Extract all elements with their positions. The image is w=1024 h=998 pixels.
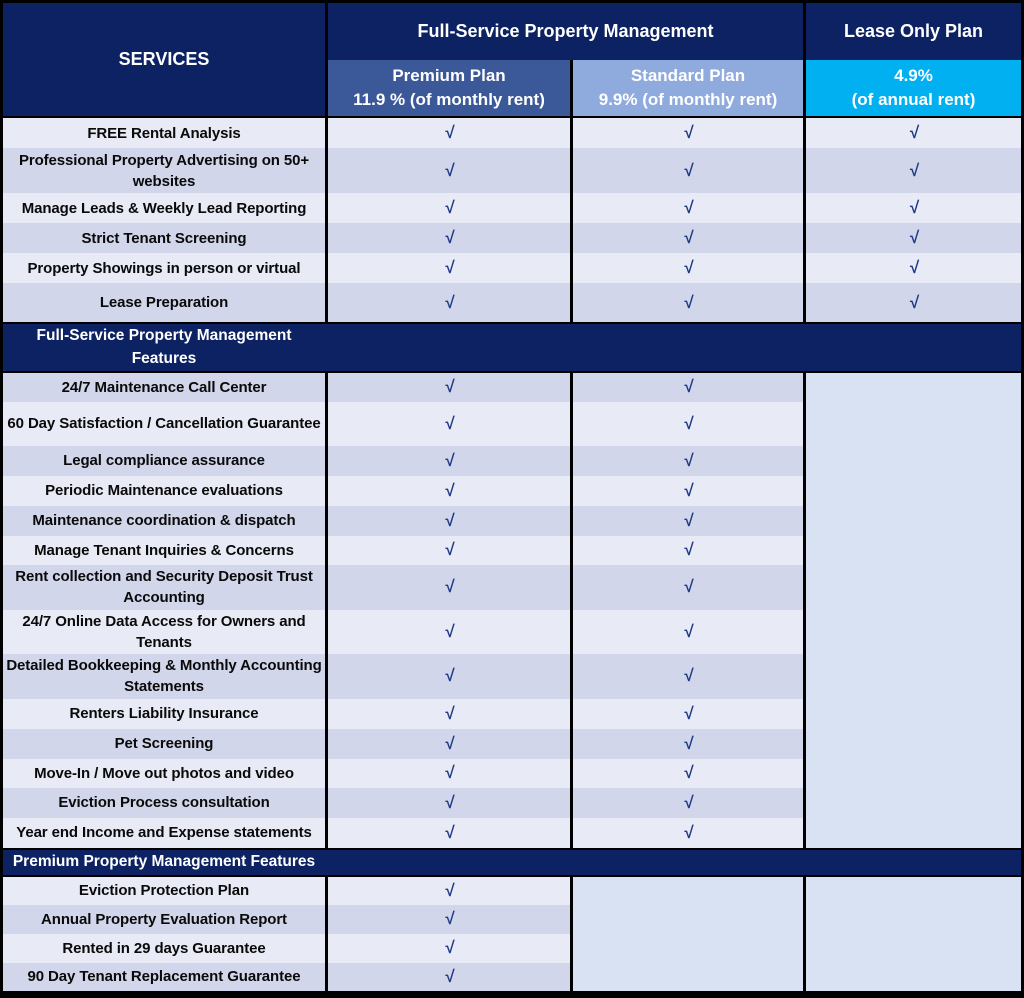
check-icon: √: [683, 480, 693, 500]
premium-check-cell: [325, 654, 570, 699]
service-cell: 90 Day Tenant Replacement Guarantee: [3, 963, 325, 991]
standard-plan-name: Standard Plan: [630, 66, 746, 86]
section-header-row: [3, 848, 1021, 877]
check-icon: √: [683, 703, 693, 723]
check-icon: √: [444, 228, 454, 247]
standard-check-cell: [570, 193, 803, 223]
check-icon: √: [908, 123, 919, 142]
service-cell: Legal compliance assurance: [3, 446, 325, 476]
service-cell: Eviction Protection Plan: [3, 877, 325, 905]
premium-check-cell: [325, 223, 570, 253]
check-icon: √: [444, 621, 454, 641]
check-icon: √: [444, 909, 454, 928]
premium-check-cell: [325, 729, 570, 759]
standard-check-cell: [570, 223, 803, 253]
lease-check-cell: [803, 283, 1021, 322]
service-cell: Property Showings in person or virtual: [3, 253, 325, 283]
pricing-table-body: [3, 118, 1021, 991]
premium-check-cell: [325, 446, 570, 476]
service-cell: Manage Leads & Weekly Lead Reporting: [3, 193, 325, 223]
check-icon: √: [683, 621, 693, 641]
table-row: [3, 253, 1021, 283]
check-icon: √: [444, 450, 454, 470]
premium-check-cell: [325, 934, 570, 963]
lease-check-cell: [803, 193, 1021, 223]
lease-check-cell: [803, 223, 1021, 253]
premium-check-cell: [325, 402, 570, 446]
standard-empty-cell: [570, 877, 803, 991]
lease-only-group-header: Lease Only Plan: [803, 3, 1021, 60]
table-row: [3, 223, 1021, 253]
service-cell: Manage Tenant Inquiries & Concerns: [3, 536, 325, 565]
check-icon: √: [683, 792, 693, 812]
lease-empty-cell: [803, 373, 1021, 848]
premium-check-cell: [325, 283, 570, 322]
premium-check-cell: [325, 193, 570, 223]
service-cell: Maintenance coordination & dispatch: [3, 506, 325, 536]
lease-plan-rate: 4.9%: [894, 66, 933, 86]
check-icon: √: [683, 160, 693, 180]
table-row: [3, 373, 1021, 402]
table-row: [3, 148, 1021, 193]
standard-plan-price: 9.9% (of monthly rent): [598, 90, 778, 109]
table-row: [3, 283, 1021, 322]
premium-check-cell: [325, 373, 570, 402]
check-icon: √: [444, 292, 454, 312]
check-icon: √: [444, 480, 454, 500]
premium-check-cell: [325, 253, 570, 283]
lease-check-cell: [803, 253, 1021, 283]
check-icon: √: [444, 540, 454, 559]
check-icon: √: [444, 258, 454, 277]
standard-check-cell: [570, 759, 803, 788]
premium-check-cell: [325, 818, 570, 848]
section-header-cell: [3, 848, 1021, 877]
premium-check-cell: [325, 759, 570, 788]
service-cell: Annual Property Evaluation Report: [3, 905, 325, 934]
premium-plan-price: 11.9 % (of monthly rent): [353, 90, 545, 109]
service-cell: 24/7 Online Data Access for Owners and Tenants: [3, 610, 325, 654]
pricing-table-header: [3, 3, 1021, 118]
service-cell: Move-In / Move out photos and video: [3, 759, 325, 788]
standard-check-cell: [570, 818, 803, 848]
premium-check-cell: [325, 565, 570, 610]
section-header-label: Premium Property Management Features: [12, 853, 316, 871]
check-icon: √: [908, 292, 919, 312]
check-icon: √: [683, 763, 693, 782]
standard-check-cell: [570, 654, 803, 699]
section-header-row: [3, 322, 1021, 373]
check-icon: √: [444, 880, 454, 900]
check-icon: √: [908, 228, 919, 247]
check-icon: √: [683, 540, 693, 559]
premium-check-cell: [325, 877, 570, 905]
section-header-label: Full-Service Property Management Features: [36, 327, 292, 368]
check-icon: √: [683, 510, 693, 530]
table-row: [3, 118, 1021, 148]
lease-plan-price: (of annual rent): [851, 90, 976, 109]
premium-check-cell: [325, 536, 570, 565]
check-icon: √: [444, 510, 454, 530]
lease-check-cell: [803, 148, 1021, 193]
check-icon: √: [444, 123, 454, 142]
check-icon: √: [683, 733, 693, 753]
premium-check-cell: [325, 506, 570, 536]
premium-check-cell: [325, 699, 570, 729]
check-icon: √: [683, 228, 693, 247]
check-icon: √: [683, 666, 693, 685]
service-cell: Renters Liability Insurance: [3, 699, 325, 729]
check-icon: √: [683, 577, 693, 596]
premium-check-cell: [325, 476, 570, 506]
standard-check-cell: [570, 565, 803, 610]
check-icon: √: [444, 792, 454, 812]
standard-check-cell: [570, 699, 803, 729]
service-cell: Periodic Maintenance evaluations: [3, 476, 325, 506]
premium-check-cell: [325, 905, 570, 934]
check-icon: √: [444, 733, 454, 753]
check-icon: √: [683, 123, 693, 142]
premium-check-cell: [325, 610, 570, 654]
standard-check-cell: [570, 148, 803, 193]
lease-empty-cell: [803, 877, 1021, 991]
check-icon: √: [908, 160, 919, 180]
premium-check-cell: [325, 118, 570, 148]
service-cell: Detailed Bookkeeping & Monthly Accounting Statements: [3, 654, 325, 699]
check-icon: √: [444, 160, 454, 180]
standard-check-cell: [570, 402, 803, 446]
service-cell: FREE Rental Analysis: [3, 118, 325, 148]
table-row: [3, 193, 1021, 223]
check-icon: √: [444, 377, 454, 396]
check-icon: √: [683, 258, 693, 277]
service-cell: Strict Tenant Screening: [3, 223, 325, 253]
premium-check-cell: [325, 788, 570, 818]
standard-plan-header: [570, 60, 803, 118]
lease-check-cell: [803, 118, 1021, 148]
full-service-group-header: Full-Service Property Management: [325, 3, 803, 60]
service-cell: Pet Screening: [3, 729, 325, 759]
check-icon: √: [444, 938, 454, 957]
check-icon: √: [444, 198, 454, 217]
service-cell: Eviction Process consultation: [3, 788, 325, 818]
check-icon: √: [683, 413, 693, 433]
standard-check-cell: [570, 283, 803, 322]
premium-check-cell: [325, 963, 570, 991]
standard-check-cell: [570, 253, 803, 283]
standard-check-cell: [570, 118, 803, 148]
standard-check-cell: [570, 536, 803, 565]
standard-check-cell: [570, 476, 803, 506]
check-icon: √: [683, 292, 693, 312]
check-icon: √: [444, 703, 454, 723]
service-cell: 60 Day Satisfaction / Cancellation Guarantee: [3, 402, 325, 446]
standard-check-cell: [570, 506, 803, 536]
lease-plan-header: [803, 60, 1021, 118]
check-icon: √: [444, 822, 454, 842]
check-icon: √: [908, 198, 919, 217]
check-icon: √: [683, 377, 693, 396]
check-icon: √: [683, 822, 693, 842]
pricing-table: [3, 3, 1021, 991]
premium-plan-name: Premium Plan: [392, 66, 506, 86]
premium-check-cell: [325, 148, 570, 193]
check-icon: √: [444, 577, 454, 596]
table-row: [3, 877, 1021, 905]
section-header-cell: [3, 322, 1021, 373]
premium-plan-header: [325, 60, 570, 118]
check-icon: √: [683, 198, 693, 217]
check-icon: √: [444, 966, 454, 986]
service-cell: Rent collection and Security Deposit Trust Accounting: [3, 565, 325, 610]
service-cell: Lease Preparation: [3, 283, 325, 322]
services-column-header: SERVICES: [3, 3, 325, 118]
standard-check-cell: [570, 610, 803, 654]
service-cell: Rented in 29 days Guarantee: [3, 934, 325, 963]
check-icon: √: [444, 413, 454, 433]
standard-check-cell: [570, 373, 803, 402]
standard-check-cell: [570, 729, 803, 759]
standard-check-cell: [570, 446, 803, 476]
service-cell: Year end Income and Expense statements: [3, 818, 325, 848]
service-cell: 24/7 Maintenance Call Center: [3, 373, 325, 402]
check-icon: √: [908, 258, 919, 277]
check-icon: √: [683, 450, 693, 470]
standard-check-cell: [570, 788, 803, 818]
check-icon: √: [444, 763, 454, 782]
service-cell: Professional Property Advertising on 50+ websites: [3, 148, 325, 193]
check-icon: √: [444, 666, 454, 685]
